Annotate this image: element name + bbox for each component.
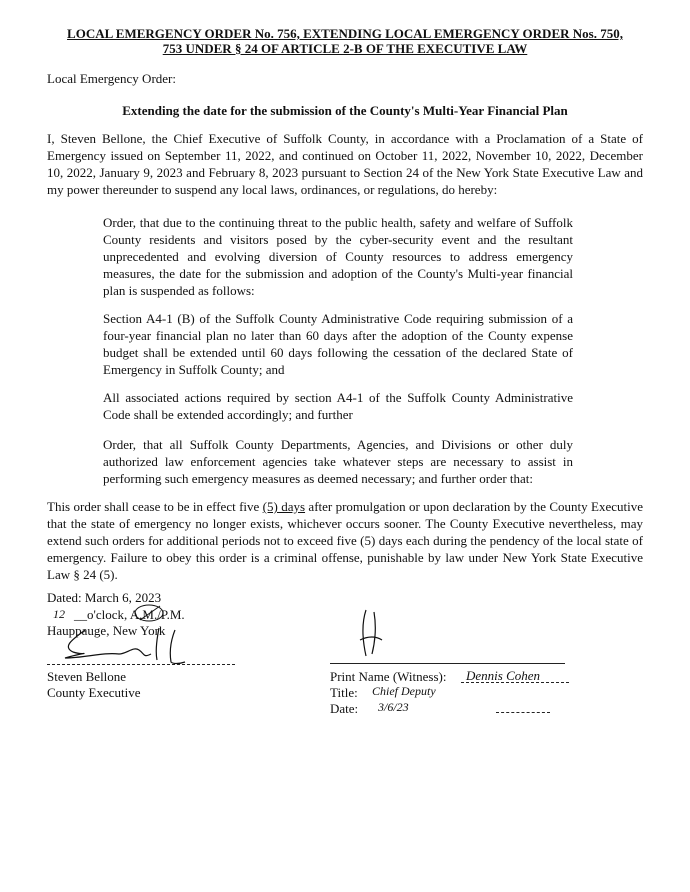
closing-text-1: This order shall cease to be in effect five <box>47 499 263 514</box>
witness-title-label: Title: <box>330 685 358 700</box>
subheading: Extending the date for the submission of the County's Multi-Year Financial Plan <box>122 103 568 118</box>
witness-date-handwritten: 3/6/23 <box>378 700 409 714</box>
order-paragraph-2: Order, that all Suffolk County Departments, Agencies, and Divisions or other duly authorized law enforcement agencies take whatever steps are necessary to assist in performing such emergency measures as deemed necessary; and further order that: <box>103 437 573 486</box>
title-line-1: LOCAL EMERGENCY ORDER No. 756, EXTENDING LOCAL EMERGENCY ORDER Nos. 750, <box>67 26 623 41</box>
signer-title: County Executive <box>47 685 141 700</box>
executive-signature <box>55 624 215 666</box>
am-circle-mark <box>134 604 164 622</box>
oclock-line: __o'clock, A.M./P.M. <box>74 607 185 622</box>
signer-name: Steven Bellone <box>47 669 127 684</box>
closing-days: (5) days <box>262 499 306 514</box>
witness-date-label: Date: <box>330 701 359 716</box>
order-label: Local Emergency Order: <box>47 71 176 86</box>
executive-signature-line <box>47 664 235 665</box>
page-title <box>40 26 650 56</box>
witness-name-line <box>461 682 569 683</box>
section-paragraph-1: Section A4-1 (B) of the Suffolk County Administrative Code requiring submission of a four-year financial plan no later than 60 days after the adoption of the County expense budget shall be extended until 60 days following the cessation of the declared State of Emergency in Suffolk County; and <box>103 311 573 377</box>
witness-date-line <box>496 712 550 713</box>
witness-name-label: Print Name (Witness): <box>330 669 447 684</box>
title-line-2: 753 UNDER § 24 OF ARTICLE 2-B OF THE EXECUTIVE LAW <box>162 41 528 56</box>
closing-text-2: after promulgation or upon declaration by the County Executive that the state of emergency no longer exists, whichever occurs sooner. The County Executive nevertheless, may extend such orders for additional periods not to exceed five (5) days each during the pendency of the local state of emergency. Failure to obey this order is a criminal offense, punishable by law under New York State Executive Law § 24 (5). <box>47 499 643 582</box>
oclock-handwritten: 12 <box>53 607 65 621</box>
intro-paragraph: I, Steven Bellone, the Chief Executive of Suffolk County, in accordance with a Proclamation of a State of Emergency issued on September 11, 2022, and continued on October 11, 2022, November 10, 2022, December 10, 2022, January 9, 2023 and February 8, 2023 pursuant to Section 24 of the New York State Executive Law and my power thereunder to suspend any local laws, ordinances, or regulations, do hereby: <box>47 131 643 197</box>
witness-title-handwritten: Chief Deputy <box>372 684 436 698</box>
witness-name-handwritten: Dennis Cohen <box>466 668 541 683</box>
witness-signature-line <box>330 663 565 664</box>
dated-line: Dated: March 6, 2023 <box>47 590 162 605</box>
witness-signature <box>356 608 386 660</box>
closing-paragraph <box>47 498 643 583</box>
section-paragraph-2: All associated actions required by section A4-1 of the Suffolk County Administrative Code shall be extended accordingly; and further <box>103 390 573 422</box>
place-line: Hauppauge, New York <box>47 623 166 638</box>
order-paragraph-1: Order, that due to the continuing threat to the public health, safety and welfare of Suffolk County residents and visitors posed by the cyber-security event and the resultant unprecedented and evolving diversion of County resources to address emergency measures, the date for the submission and adoption of the County's Multi-year financial plan is suspended as follows: <box>103 215 573 298</box>
